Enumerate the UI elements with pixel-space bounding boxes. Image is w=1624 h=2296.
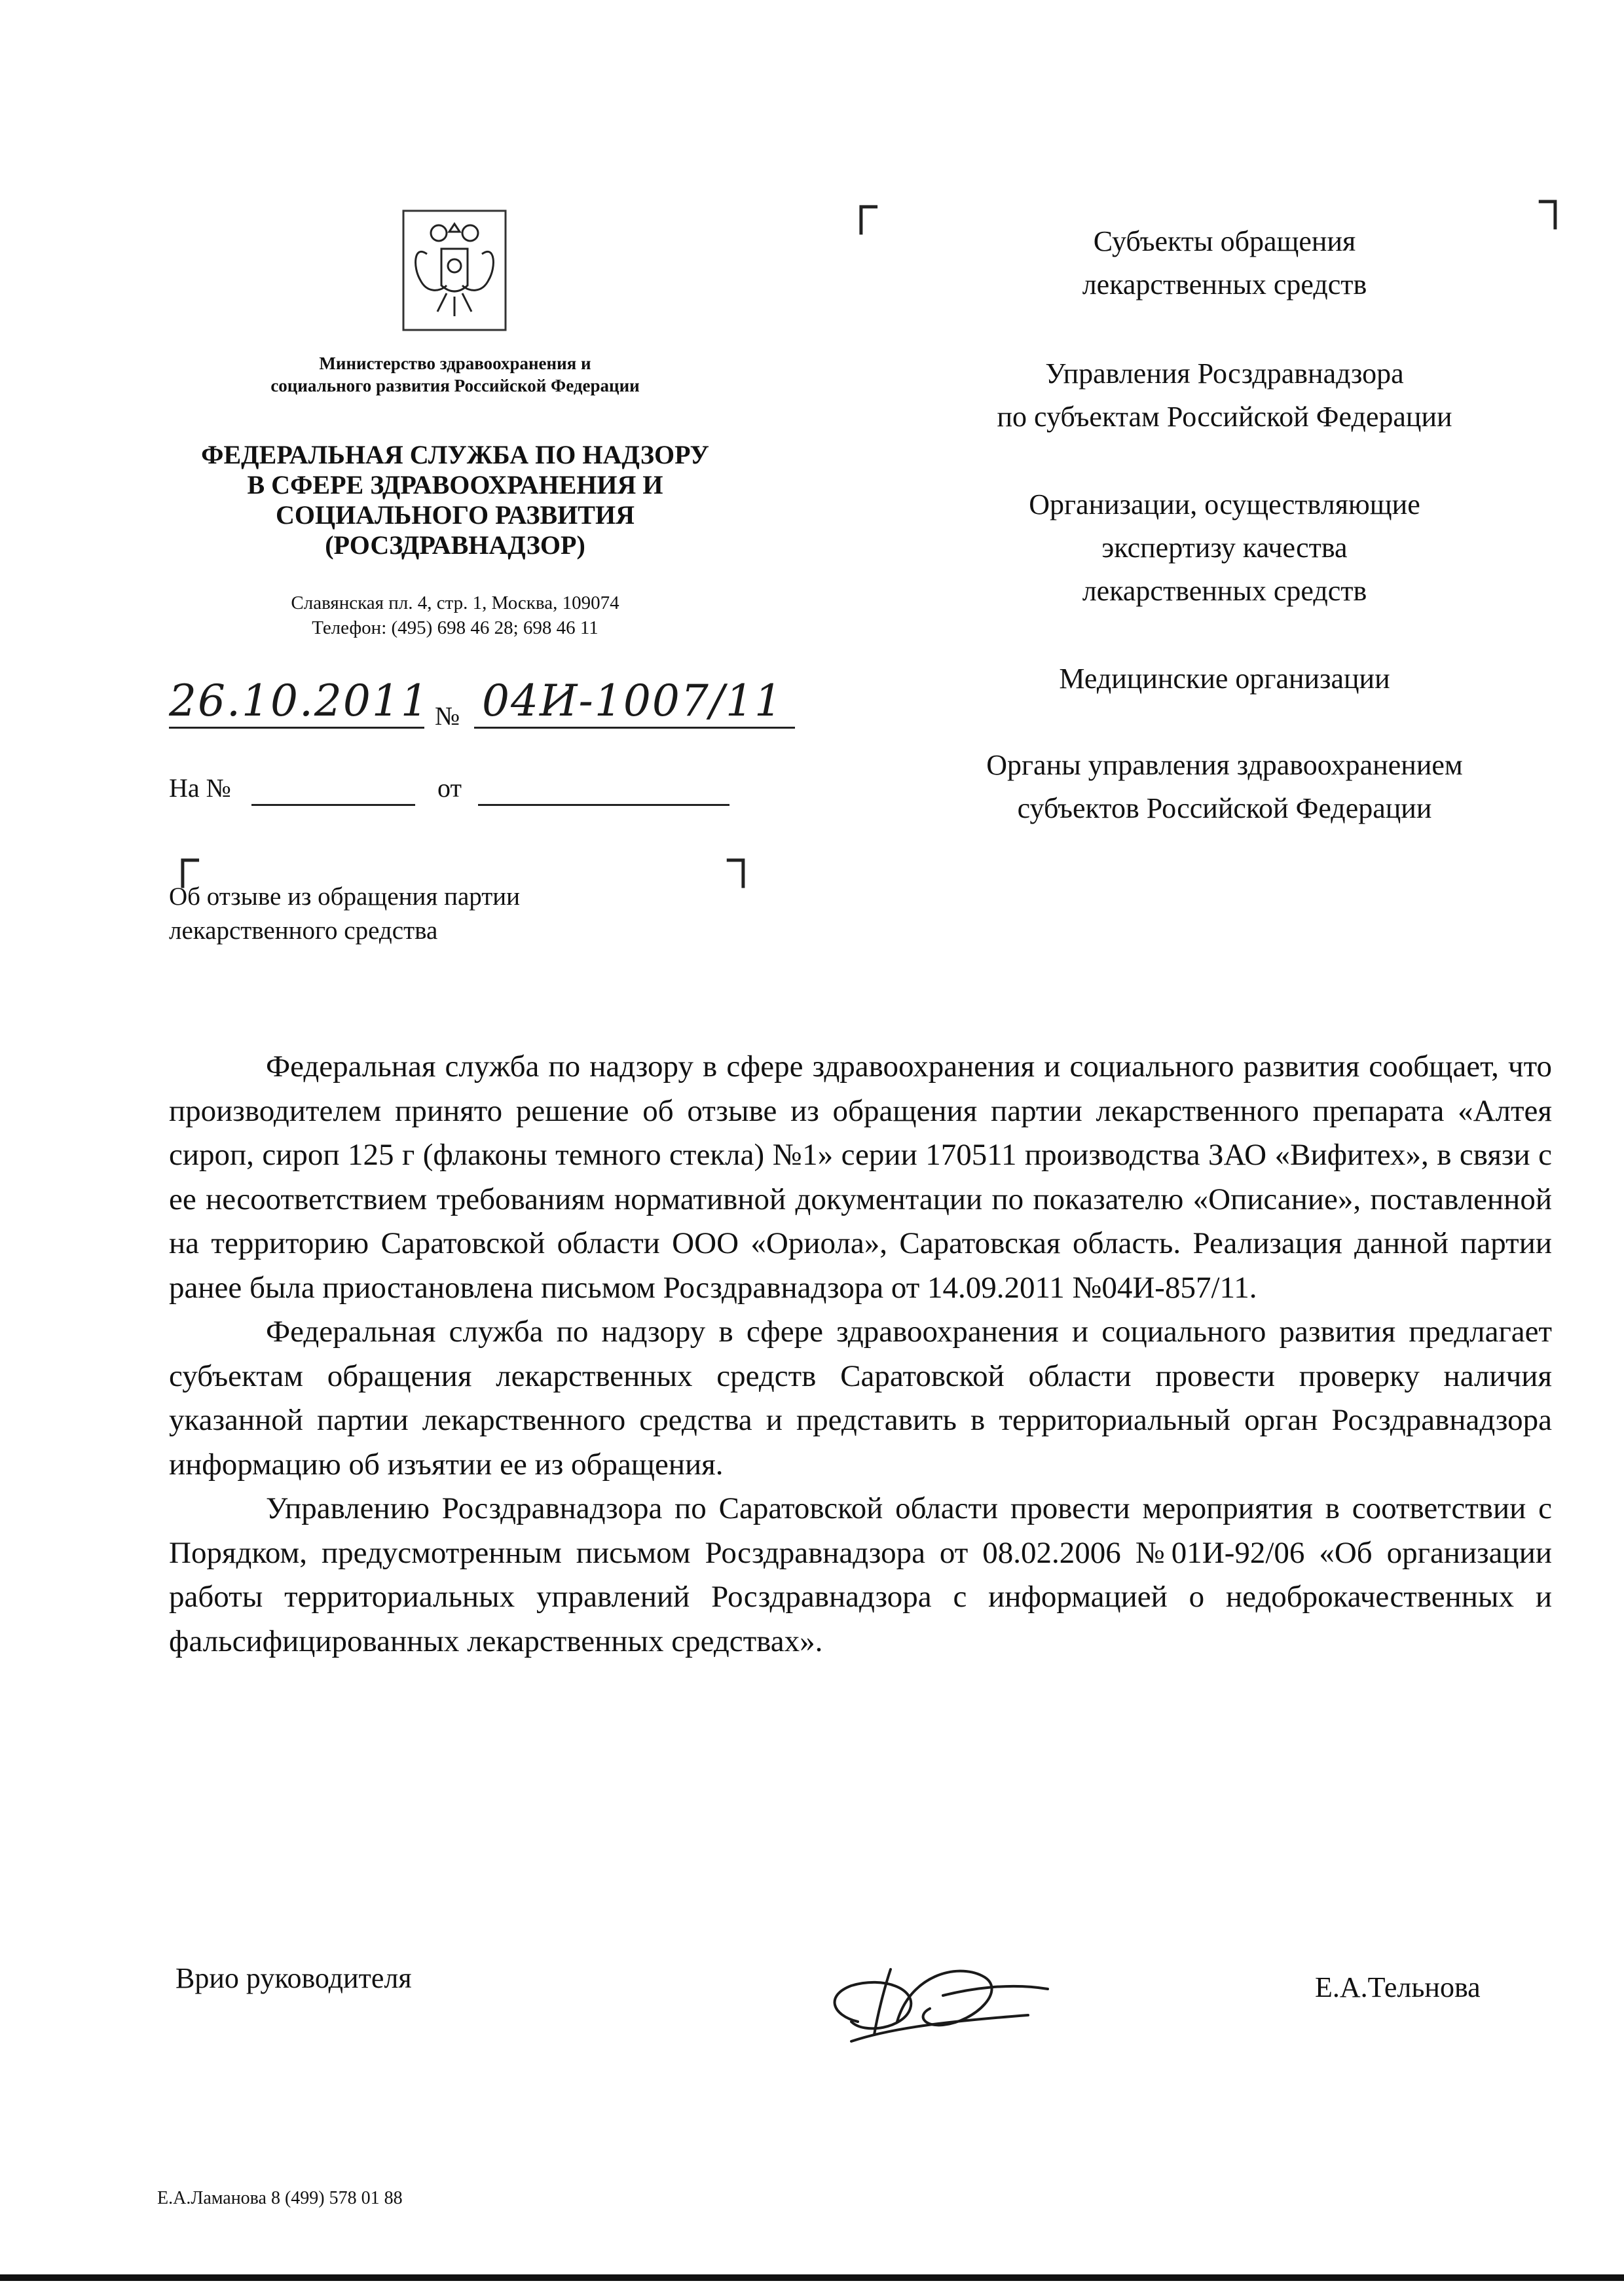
- letter-body: [169, 1045, 1552, 1664]
- registration-number: 04И-1007/11: [482, 676, 784, 726]
- reply-from-blank: [478, 804, 729, 806]
- addressee-3-line-2: экспертизу качества: [1101, 532, 1348, 564]
- addressee-4-line-1: Медицинские организации: [1059, 663, 1390, 695]
- body-paragraph-2: Федеральная служба по надзору в сфере здравоохранения и социального развития предлагает субъектам обращения лекарственных средств Саратовской области провести проверку наличия указанной партии лекарственного средства и представить в территориальный орган Росздравнадзора информацию об изъятии ее из обращения.: [169, 1315, 1552, 1482]
- corner-mark-subject-right: ┐: [727, 834, 760, 884]
- addressee-5-line-1: Органы управления здравоохранением: [986, 749, 1463, 781]
- agency-line-4: (РОСЗДРАВНАДЗОР): [325, 530, 585, 560]
- corner-mark-subject-left: ┌: [166, 834, 199, 884]
- addressee-3-line-3: лекарственных средств: [1082, 575, 1367, 607]
- addressee-1: [897, 220, 1552, 306]
- signatory-position: Врио руководителя: [175, 1962, 412, 1994]
- executor-contact: Е.А.Ламанова 8 (499) 578 01 88: [157, 2188, 403, 2208]
- addressee-1-line-2: лекарственных средств: [1082, 268, 1367, 301]
- body-paragraph-1: Федеральная служба по надзору в сфере здравоохранения и социального развития сообщает, что производителем принято решение об отзыве из обращения партии лекарственного препарата «Алтея сироп, сироп 125 г (флаконы темного стекла) №1» серии 170511 производства ЗАО «Вифитех», в связи с ее несоответствием требованиям нормативной документации по показателю «Описание», поставленной на территорию Саратовской области ООО «Ориола», Саратовская область. Реализация данной партии ранее была приостановлена письмом Росздравнадзора от 14.09.2011 №04И-857/11.: [169, 1049, 1552, 1305]
- addressee-5: [897, 744, 1552, 830]
- agency-phone: Телефон: (495) 698 46 28; 698 46 11: [312, 617, 599, 638]
- reply-from-label: от: [437, 773, 462, 803]
- agency-contacts: [157, 591, 753, 640]
- addressee-1-line-1: Субъекты обращения: [1093, 225, 1356, 257]
- addressee-3: [897, 483, 1552, 613]
- signatory-name: Е.А.Тельнова: [1315, 1971, 1481, 2003]
- addressee-5-line-2: субъектов Российской Федерации: [1017, 792, 1432, 824]
- date-underline: [169, 727, 424, 729]
- addressee-2-line-1: Управления Росздравнадзора: [1045, 357, 1404, 390]
- registration-date: 26.10.2011: [169, 676, 430, 726]
- reply-number-label: На №: [169, 773, 231, 803]
- agency-line-1: ФЕДЕРАЛЬНАЯ СЛУЖБА ПО НАДЗОРУ: [201, 440, 709, 469]
- bottom-rule: [0, 2274, 1624, 2281]
- agency-address: Славянская пл. 4, стр. 1, Москва, 109074: [291, 592, 619, 613]
- addressee-2: [897, 352, 1552, 439]
- corner-mark-top-right: ┐: [1539, 175, 1572, 226]
- addressee-4: [897, 657, 1552, 701]
- corner-mark-top-left: ┌: [845, 181, 877, 231]
- ministry-line-2: социального развития Российской Федерации: [270, 376, 640, 395]
- subject-line-2: лекарственного средства: [169, 917, 438, 945]
- handwritten-signature: [812, 1950, 1061, 2048]
- number-sign: №: [435, 701, 460, 731]
- body-paragraph-3: Управлению Росздравнадзора по Саратовской области провести мероприятия в соответствии с Порядком, предусмотренным письмом Росздравнадзора от 08.02.2006 №01И-92/06 «Об организации работы территориальных управлений Росздравнадзора с информацией о недоброкачественных и фальсифицированных лекарственных средствах».: [169, 1491, 1552, 1658]
- agency-name: [157, 440, 753, 560]
- subject-line-1: Об отзыве из обращения партии: [169, 883, 521, 911]
- agency-line-2: В СФЕРЕ ЗДРАВООХРАНЕНИЯ И: [247, 470, 663, 500]
- letter-subject: [169, 880, 706, 948]
- ministry-line-1: Министерство здравоохранения и: [319, 354, 591, 373]
- agency-line-3: СОЦИАЛЬНОГО РАЗВИТИЯ: [276, 500, 635, 530]
- ministry-name: [157, 352, 753, 397]
- addressee-3-line-1: Организации, осуществляющие: [1029, 488, 1420, 520]
- coat-of-arms-icon: [401, 208, 508, 333]
- addressee-2-line-2: по субъектам Российской Федерации: [997, 401, 1452, 433]
- number-underline: [474, 727, 795, 729]
- reply-number-blank: [251, 804, 415, 806]
